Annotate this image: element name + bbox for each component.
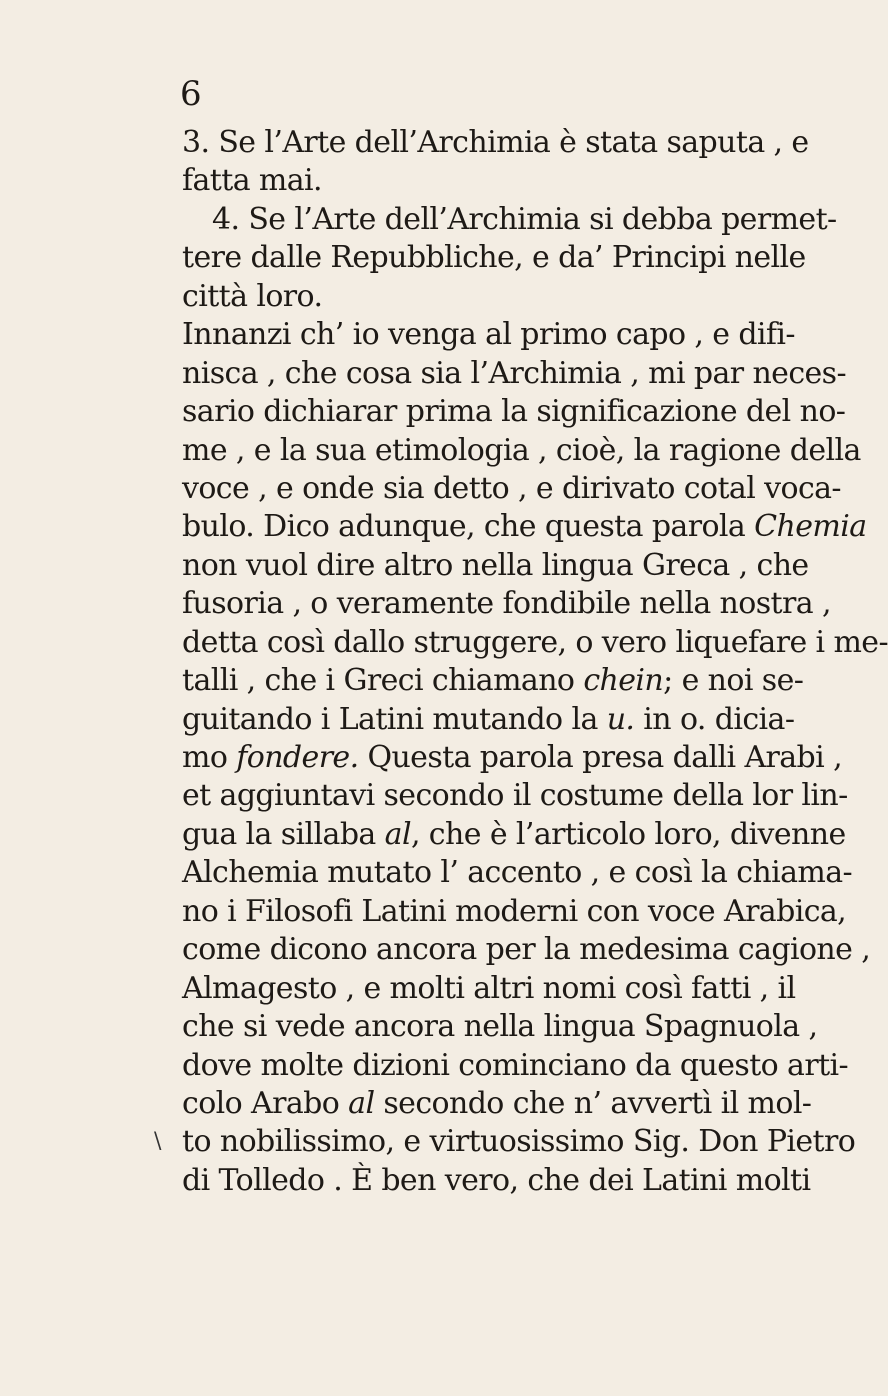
line-text-italic: Chemia — [754, 509, 867, 545]
line-text: 3. Se l’Arte dell’Archimia è stata saputa , e — [182, 125, 809, 160]
line-text: voce , e onde sia detto , e dirivato cotal voca- — [182, 470, 841, 506]
line-text: Almagesto , e molti altri nomi così fatti , il — [182, 970, 796, 1006]
line-text: dove molte dizioni cominciano da questo arti- — [182, 1047, 849, 1083]
text-line — [182, 508, 867, 546]
text-line — [182, 701, 795, 739]
text-line — [182, 854, 853, 892]
line-text: no i Filosofi Latini moderni con voce Arabica, — [182, 893, 847, 929]
line-text: come dicono ancora per la medesima cagione , — [182, 932, 871, 968]
body-text — [154, 124, 888, 1200]
line-text — [182, 816, 846, 854]
line-text: sario dichiarar prima la significazione del no- — [182, 394, 846, 430]
line-text: 4. Se l’Arte dell’Archimia si debba permet- — [212, 201, 837, 237]
line-text: nisca , che cosa sia l’Archimia , mi par neces- — [182, 355, 847, 391]
line-text: di Tolledo . È ben vero, che dei Latini molti — [182, 1162, 811, 1198]
line-text-roman: secondo che n’ avvertì il mol- — [374, 1085, 812, 1121]
page-number: 6 — [180, 74, 202, 114]
line-text: città loro. — [182, 278, 323, 314]
text-line — [182, 662, 804, 700]
line-text: fatta mai. — [182, 163, 322, 199]
line-text: tere dalle Repubbliche, e da’ Principi nelle — [182, 240, 806, 276]
line-text: fusoria , o veramente fondibile nella nostra , — [182, 586, 831, 622]
text-line — [182, 239, 806, 277]
line-text-italic: al — [348, 1085, 375, 1121]
text-line — [154, 1123, 856, 1161]
text-line — [182, 1162, 811, 1200]
line-text-italic: fondere. — [236, 740, 359, 775]
text-line — [182, 316, 795, 354]
line-text-italic: chein — [583, 663, 664, 699]
line-text: non vuol dire altro nella lingua Greca , che — [182, 547, 809, 583]
line-text: Alchemia mutato l’ accento , e così la chiama- — [182, 855, 853, 891]
text-line — [182, 432, 861, 470]
text-line — [182, 124, 809, 162]
text-line — [182, 278, 742, 316]
text-line — [182, 547, 809, 585]
line-text: Innanzi ch’ io venga al primo capo , e difi- — [182, 317, 795, 353]
line-text-roman: bulo. Dico adunque, che questa parola — [182, 509, 755, 545]
line-text-italic: al — [384, 816, 411, 852]
line-text — [182, 1085, 812, 1123]
text-line — [182, 970, 796, 1008]
line-text-roman: , che è l’articolo loro, divenne — [410, 816, 846, 852]
line-text — [182, 739, 843, 777]
line-text-roman: mo — [182, 740, 237, 775]
line-text-roman: in o. dicia- — [634, 701, 795, 737]
line-text-roman: ; e noi se- — [663, 663, 804, 699]
line-text-roman: colo Arabo — [182, 1085, 349, 1121]
line-text — [182, 701, 795, 739]
line-text: che si vede ancora nella lingua Spagnuola , — [182, 1009, 818, 1045]
text-line — [182, 1085, 812, 1123]
text-line — [182, 355, 847, 393]
line-text: detta così dallo struggere, o vero liquefare i me- — [182, 624, 888, 660]
line-text: to nobilissimo, e virtuosissimo Sig. Don Pietro — [182, 1124, 856, 1160]
margin-mark: \ — [154, 1129, 161, 1155]
text-line — [182, 393, 846, 431]
line-text-roman: Questa parola presa dalli Arabi , — [358, 740, 843, 775]
line-text-roman: talli , che i Greci chiamano — [182, 663, 584, 699]
text-line — [182, 777, 848, 815]
text-line — [182, 624, 888, 662]
text-line — [182, 470, 841, 508]
line-text-roman: gua la sillaba — [182, 816, 385, 852]
line-text: et aggiuntavi secondo il costume della lor lin- — [182, 778, 848, 814]
text-line — [182, 816, 846, 854]
text-line — [182, 931, 871, 969]
text-line — [182, 1008, 818, 1046]
text-line — [182, 1047, 849, 1085]
text-line — [182, 162, 742, 200]
text-line — [182, 585, 831, 623]
text-line — [182, 739, 843, 777]
text-line — [182, 893, 847, 931]
line-text-italic: u. — [606, 701, 635, 737]
text-line — [182, 201, 837, 239]
line-text-roman: guitando i Latini mutando la — [182, 701, 607, 737]
line-text: me , e la sua etimologia , cioè, la ragione della — [182, 432, 861, 468]
line-text — [182, 662, 804, 700]
line-text — [182, 508, 867, 546]
